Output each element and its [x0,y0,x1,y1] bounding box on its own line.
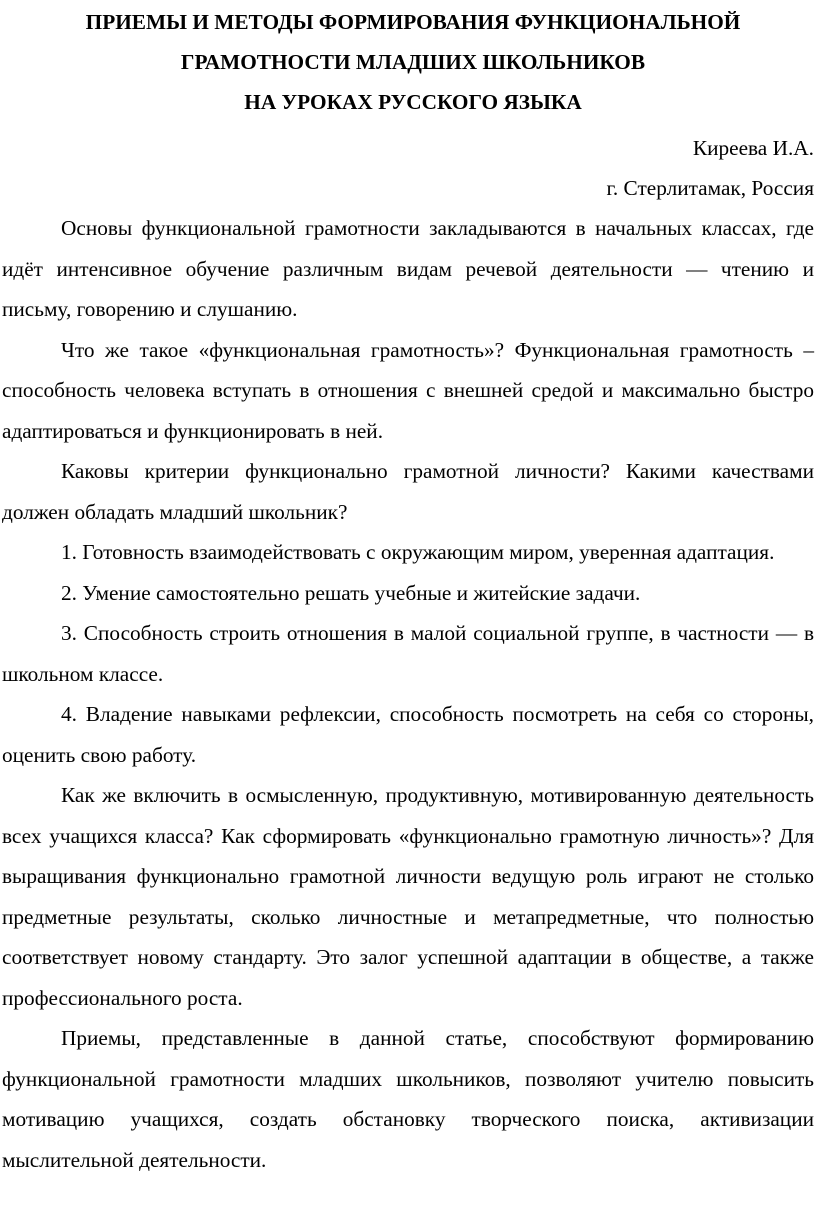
list-item: 2. Умение самостоятельно решать учебные и житейские задачи. [61,580,641,605]
paragraph: Как же включить в осмысленную, продуктивную, мотивированную деятельность всех учащихся класса? Как сформировать «функционально грамотную личность»? Для выращивания функционально грамотной личности ведущую роль играют не столько предметные результаты, сколько личностные и метапредметные, что полностью соответствует новому стандарту. Это залог успешной адаптации в обществе, а также профессионального роста. [2,783,814,1010]
author-name: Киреева И.А. [692,136,814,160]
list-item: 1. Готовность взаимодействовать с окружающим миром, уверенная адаптация. [61,540,775,564]
paragraph: Основы функциональной грамотности закладываются в начальных классах, где идёт интенсивное обучение различным видам речевой деятельности — чтению и письму, говорению и слушанию. [2,216,814,321]
title-line-1: ПРИЕМЫ И МЕТОДЫ ФОРМИРОВАНИЯ ФУНКЦИОНАЛЬНОЙ [85,10,741,34]
title-line-3: НА УРОКАХ РУССКОГО ЯЗЫКА [244,90,582,114]
author-location: г. Стерлитамак, Россия [606,176,814,200]
title-line-2: ГРАМОТНОСТИ МЛАДШИХ ШКОЛЬНИКОВ [180,50,646,74]
list-item: 3. Способность строить отношения в малой социальной группе, в частности — в школьном классе. [2,621,814,686]
document-title [2,2,814,122]
paragraph: Что же такое «функциональная грамотность»? Функциональная грамотность – способность человека вступать в отношения с внешней средой и максимально быстро адаптироваться и функционировать в ней. [2,337,814,443]
list-item: 4. Владение навыками рефлексии, способность посмотреть на себя со стороны, оценить свою работу. [2,702,814,767]
paragraph: Каковы критерии функционально грамотной личности? Какими качествами должен обладать младший школьник? [2,459,814,524]
paragraph: Приемы, представленные в данной статье, способствуют формированию функциональной грамотности младших школьников, позволяют учителю повысить мотивацию учащихся, создать обстановку творческого поиска, активизации мыслительной деятельности. [2,1026,814,1172]
